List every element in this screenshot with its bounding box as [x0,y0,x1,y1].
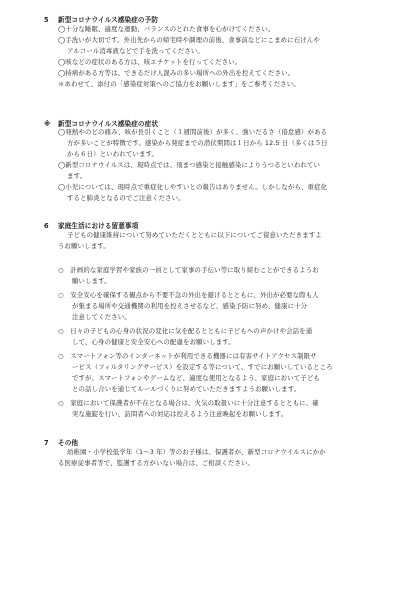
text-line: ○ 家庭において保護者が不在となる場合は、火気の取扱いに十分注意するとともに、確 [58,399,319,407]
symptoms-heading [44,118,158,128]
text-line: る医療従事者等で、監護する方がいない場合は、ご相談ください。 [58,459,255,467]
text-line: 幼稚園・小学校低学年（1～3 年）等のお子様は、保護者が、新型コロナウイルスにかか [67,448,326,456]
section-number: 7 [44,439,49,447]
section-title: その他 [58,439,79,447]
section-title: 家庭生活における留意事項 [58,222,139,230]
text-line: ○ スマートフォン等のインターネットが利用できる機器には有害サイトアクセス制限サ [58,352,317,360]
text-line: 方が多いことが特徴です。感染から発症までの潜伏期間は１日から 12.5 日（多くは５日 [67,139,328,147]
text-line: 実な施錠を行い、訪問者への対応は控えるよう注意喚起をお願いします。 [72,410,288,418]
text-line: ◯発熱やのどの痛み、咳が長引くこと（１週間前後）が多く、強いだるさ（倦怠感）がある [58,128,328,136]
text-line: して、心身の健康と安全安心への配慮をお願いします。 [72,338,235,346]
text-line: うお願いします。 [58,242,110,250]
text-line: との話し合いを通じてルールづくりに努めていただきますようお願いします。 [72,385,301,393]
text-line: ます。 [67,172,87,180]
text-line: ＊あわせて、添付の「感染症対策へのご協力をお願いします」をご参考ください。 [58,80,300,88]
text-line: 願いします。 [72,277,111,285]
text-line: ○ 日々の子どもの心身の状況の変化に気を配るとともに子どもへの声かけや会話を通 [58,327,313,335]
section-mark: ※ [44,120,51,128]
section-7-heading [44,437,78,447]
section-title: 新型コロナウイルス感染症の症状 [58,120,159,128]
section-number: 6 [44,222,49,230]
text-line: ◯新型コロナウイルスは、現時点では、飛まつ感染と接触感染によりうつるといわれてい [58,161,321,169]
section-number: 5 [44,16,49,24]
text-line: が集まる場所や交通機関の利用を控えさせるなど、感染予防に努め、健康に十分 [72,302,308,310]
text-line: ービス（フィルタリングサービス）を設定する等について、すでにお願いしているところ [72,363,333,371]
text-line: ◯咳などの症状のある方は、咳エチケットを行ってください。 [58,58,242,66]
text-line: 注意してください。 [72,313,131,321]
section-5-heading [44,14,158,24]
section-title: 新型コロナウイルス感染症の予防 [58,16,159,24]
text-line: ○ 計画的な家庭学習や家族の一員として家事の手伝い等に取り組むことができるようお [58,266,319,274]
text-line: ○ 安全安心を確保する観点から不要不急の外出を避けるとともに、外出が必要な際も人 [58,291,319,299]
text-line: ◯小児については、現時点で重症化しやすいとの報告はありません。しかしながら、重症化 [58,183,328,191]
text-line: 子どもの健康維持について努めていただくとともに以下についてご留意いただきますよ [67,231,322,239]
section-6-heading [44,220,138,230]
text-line: ◯手洗いが大切です。外出先からの帰宅時や調理の前後、食事前などにこまめに石けんや [58,36,320,44]
text-line: ◯持病がある方等は、できるだけ人混みの多い場所への外出を控えてください。 [58,69,295,77]
text-line: すると肺炎となるのでご注意ください。 [67,194,185,202]
text-line: ◯十分な睡眠、適度な運動、バランスのとれた食事を心がけてください。 [58,25,275,33]
text-line: から６日）といわれています。 [67,150,159,158]
text-line: アルコール消毒液などで手を洗ってください。 [67,47,204,55]
text-line: ですが、スマートフォンやゲームなど、適度な使用となるよう、家庭において子ども [72,374,320,382]
